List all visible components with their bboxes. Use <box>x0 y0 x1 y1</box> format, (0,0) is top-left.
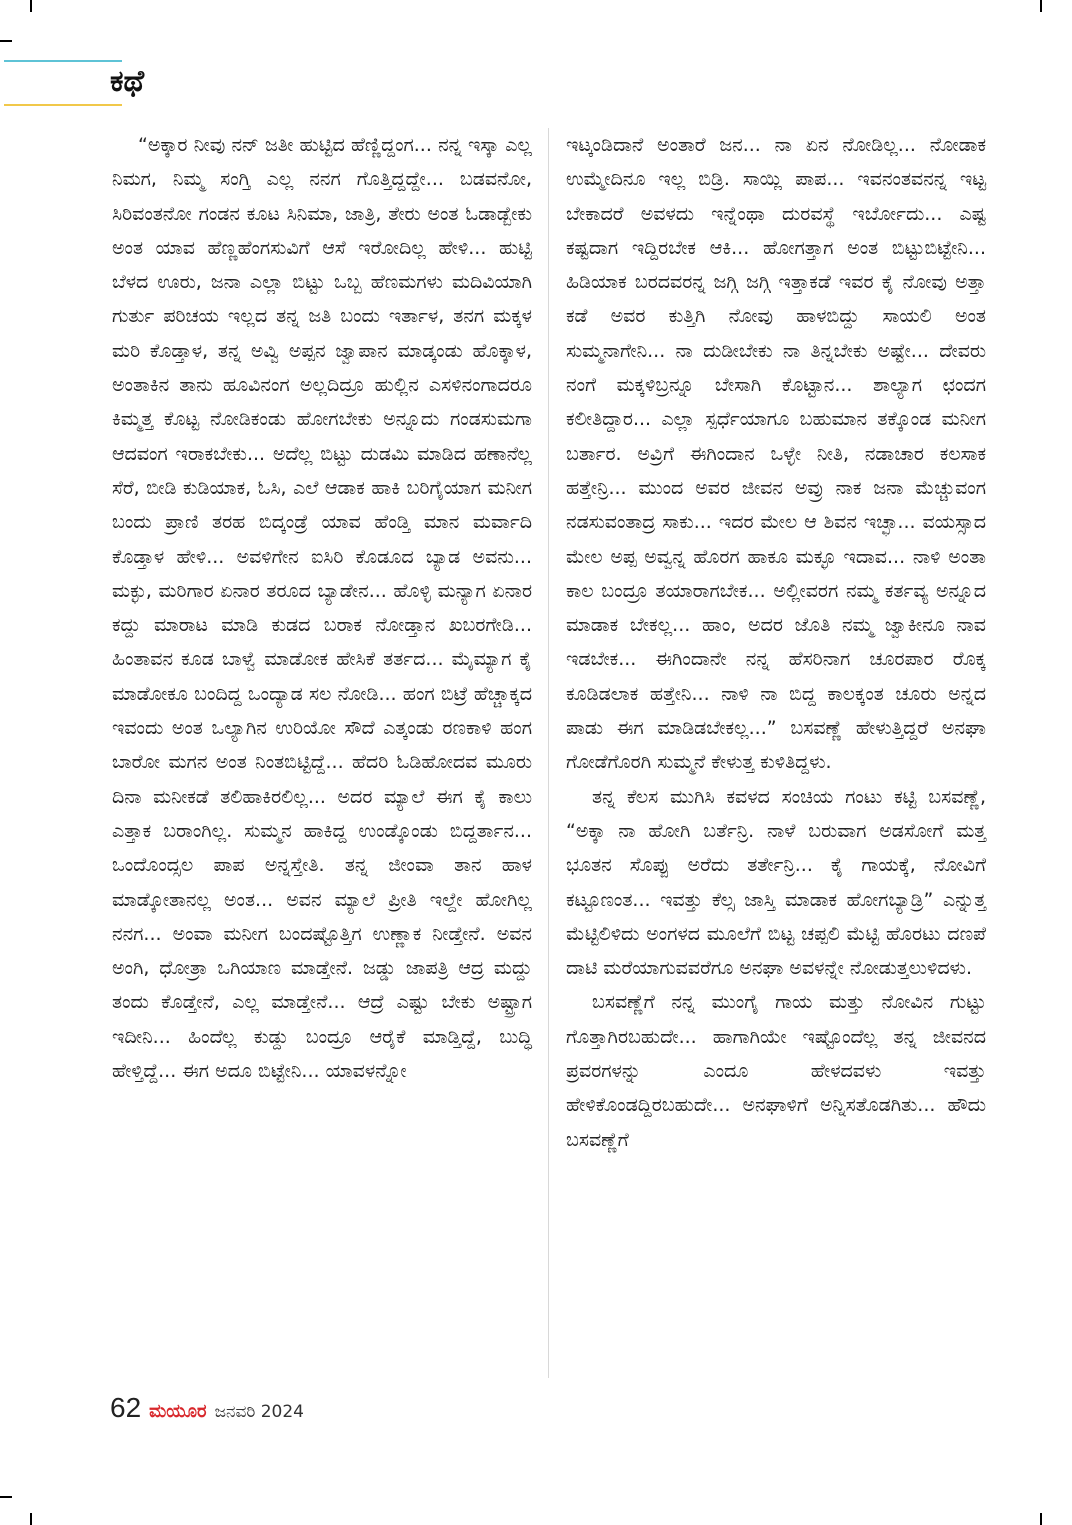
paragraph: ಬಸವಣ್ಣೆಗೆ ನನ್ನ ಮುಂಗೈ ಗಾಯ ಮತ್ತು ನೋವಿನ ಗುಟ್ಟು ಗೊತ್ತಾಗಿರಬಹುದೇ... ಹಾಗಾಗಿಯೇ ಇಷ್ಟೊಂದೆಲ್ಲ ತನ್ನ ಜೀವನದ ಪ್ರವರಗಳನ್ನು ಎಂದೂ ಹೇಳದವಳು ಇವತ್ತು ಹೇಳಿಕೊಂಡದ್ದಿರಬಹುದೇ... ಅನಘಾಳಿಗೆ ಅನ್ನಿಸತೊಡಗಿತು... ಹೌದು ಬಸವಣ್ಣೆಗೆ <box>566 991 986 1151</box>
header-accent-line-top <box>4 60 122 62</box>
paragraph: ತನ್ನ ಕೆಲಸ ಮುಗಿಸಿ ಕವಳದ ಸಂಚಿಯ ಗಂಟು ಕಟ್ಟಿ ಬಸವಣ್ಣೆ, “ಅಕ್ಕಾ ನಾ ಹೋಗಿ ಬರ್ತೆನ್ರಿ. ನಾಳೆ ಬರುವಾಗ ಅಡಸೋಗೆ ಮತ್ತ ಭೂತನ ಸೊಪ್ಪು ಅರೆದು ತರ್ತೇನ್ರಿ... ಕೈ ಗಾಯಕ್ಕೆ, ನೋವಿಗೆ ಕಟ್ಟೂಣಂತ... ಇವತ್ತು ಕೆಲ್ಸ ಜಾಸ್ತಿ ಮಾಡಾಕ ಹೋಗಬ್ಯಾಡ್ರಿ” ಎನ್ನುತ್ತ ಮೆಟ್ಟಿಲಿಳಿದು ಅಂಗಳದ ಮೂಲೆಗೆ ಬಿಟ್ಟ ಚಪ್ಪಲಿ ಮೆಟ್ಟಿ ಹೊರಟು ದಣಪೆ ದಾಟಿ ಮರೆಯಾಗುವವರೆಗೂ ಅನಘಾ ಅವಳನ್ನೇ ನೋಡುತ್ತಲುಳಿದಳು. <box>566 785 986 980</box>
issue-date: ಜನವರಿ 2024 <box>214 1402 304 1422</box>
page-number: 62 <box>110 1392 142 1423</box>
text-column-right <box>566 128 986 1157</box>
section-title: ಕಥೆ <box>110 64 145 99</box>
paragraph: “ಅಕ್ಕಾರ ನೀವು ನನ್ ಜತೀ ಹುಟ್ಟಿದ ಹೆಣ್ಣಿದ್ದಂಗ... ನನ್ನ ಇಸ್ಕಾ ಎಲ್ಲ ನಿಮಗ, ನಿಮ್ಮ ಸಂಗ್ತಿ ಎಲ್ಲ ನನಗ ಗೊತ್ತಿದ್ದದ್ದೇ... ಬಡವನೋ, ಸಿರಿವಂತನೋ ಗಂಡನ ಕೂಟ ಸಿನಿಮಾ, ಜಾತ್ರಿ, ತೇರು ಅಂತ ಓಡಾಡ್ಬೇಕು ಅಂತ ಯಾವ ಹೆಣ್ಣಹೆಂಗಸುವಿಗೆ ಆಸೆ ಇರೋದಿಲ್ಲ ಹೇಳಿ... ಹುಟ್ಟಿ ಬೆಳದ ಊರು, ಜನಾ ಎಲ್ಲಾ ಬಿಟ್ಟು ಒಬ್ಬ ಹೆಣಮಗಳು ಮದಿವಿಯಾಗಿ ಗುರ್ತು ಪರಿಚಯ ಇಲ್ಲದ ತನ್ನ ಜತಿ ಬಂದು ಇರ್ತಾಳ, ತನಗ ಮಕ್ಕಳ ಮರಿ ಕೊಡ್ತಾಳ, ತನ್ನ ಅವ್ವಿ ಅಪ್ಪನ ಜ್ವಾಪಾನ ಮಾಡ್ಕಂಡು ಹೊಕ್ಕಾಳ, ಅಂತಾಕಿನ ತಾನು ಹೂವಿನಂಗ ಅಲ್ಲದಿದ್ರೂ ಹುಲ್ಲಿನ ಎಸಳಿನಂಗಾದರೂ ಕಿಮ್ಮತ್ತ ಕೊಟ್ಟ ನೋಡಿಕಂಡು ಹೋಗಬೇಕು ಅನ್ನೂದು ಗಂಡಸುಮಗಾ ಆದವಂಗ ಇರಾಕಬೇಕು... ಅದೆಲ್ಲ ಬಿಟ್ಟು ದುಡಮಿ ಮಾಡಿದ ಹಣಾನೆಲ್ಲ ಸೆರೆ, ಬೀಡಿ ಕುಡಿಯಾಕ, ಓಸಿ, ಎಲೆ ಆಡಾಕ ಹಾಕಿ ಬರಿಗೈಯಾಗ ಮನೀಗ ಬಂದು ಪ್ರಾಣಿ ತರಹ ಬಿದ್ಕಂಡ್ರೆ ಯಾವ ಹೆಂಡ್ತಿ ಮಾನ ಮರ್ವಾದಿ ಕೊಡ್ತಾಳ ಹೇಳಿ... ಅವಳಿಗೇನ ಐಸಿರಿ ಕೊಡೂದ ಬ್ಯಾಡ ಅವನು... ಮಕ್ಳು, ಮರಿಗಾರ ಏನಾರ ತರೂದ ಬ್ಯಾಡೇನ... ಹೊಳ್ಳಿ ಮನ್ಯಾಗ ಏನಾರ ಕದ್ದು ಮಾರಾಟ ಮಾಡಿ ಕುಡದ ಬರಾಕ ನೋಡ್ತಾನ ಖಬರಗೇಡಿ... ಹಿಂತಾವನ ಕೂಡ ಬಾಳ್ವೆ ಮಾಡೋಕ ಹೇಸಿಕೆ ತರ್ತದ... ಮೈಮ್ಯಾಗ ಕೈ ಮಾಡೋಕೂ ಬಂದಿದ್ದ ಒಂದ್ಯಾಡ ಸಲ ನೋಡಿ... ಹಂಗ ಬಿಟ್ರೆ ಹೆಚ್ಚಾಕ್ಕದ ಇವಂದು ಅಂತ ಒಲ್ಯಾಗಿನ ಉರಿಯೋ ಸೌದೆ ಎತ್ಕಂಡು ರಣಕಾಳಿ ಹಂಗ ಬಾರೋ ಮಗನ ಅಂತ ನಿಂತಬಿಟ್ಟಿದ್ದೆ... ಹೆದರಿ ಓಡಿಹೋದವ ಮೂರು ದಿನಾ ಮನೀಕಡೆ ತಲಿಹಾಕಿರಲಿಲ್ಲ... ಅದರ ಮ್ಯಾಲೆ ಈಗ ಕೈ ಕಾಲು ಎತ್ತಾಕ ಬರಾಂಗಿಲ್ಲ. ಸುಮ್ಮನ ಹಾಕಿದ್ದ ಉಂಡ್ಕೊಂಡು ಬಿದ್ದರ್ತಾನ... ಒಂದೊಂದ್ಸಲ ಪಾಪ ಅನ್ನಸ್ತೇತಿ. ತನ್ನ ಜೀಂವಾ ತಾನ ಹಾಳ ಮಾಡ್ಕೋತಾನಲ್ಲ ಅಂತ... ಅವನ ಮ್ಯಾಲೆ ಪ್ರೀತಿ ಇಲ್ದೇ ಹೋಗಿಲ್ಲ ನನಗ... ಅಂವಾ ಮನೀಗ ಬಂದಷ್ಟೊತ್ತಿಗ ಉಣ್ಣಾಕ ನೀಡ್ತೇನೆ. ಅವನ ಅಂಗಿ, ಧೋತ್ರಾ ಒಗಿಯಾಣ ಮಾಡ್ತೇನೆ. ಜಡ್ಡು ಜಾಪತ್ರಿ ಆದ್ರ ಮದ್ದು ತಂದು ಕೊಡ್ತೇನೆ, ಎಲ್ಲ ಮಾಡ್ತೇನೆ... ಆದ್ರೆ ಎಷ್ಟು ಬೇಕು ಅಷ್ಟ್ರಾಗ ಇದೀನಿ... ಹಿಂದೆಲ್ಲ ಕುಡ್ದು ಬಂದ್ರೂ ಆರೈಕೆ ಮಾಡ್ತಿದ್ದೆ, ಬುದ್ಧಿ ಹೇಳ್ತಿದ್ದೆ... ಈಗ ಅದೂ ಬಿಟ್ಟೇನಿ... ಯಾವಳನ್ನೋ <box>112 134 532 1083</box>
crop-mark <box>30 1513 32 1525</box>
page-footer <box>110 1392 304 1432</box>
text-column-left <box>112 128 532 1088</box>
paragraph: ಇಟ್ಕಂಡಿದಾನೆ ಅಂತಾರೆ ಜನ... ನಾ ಏನ ನೋಡಿಲ್ಲ... ನೋಡಾಕ ಉಮ್ಮೇದಿನೂ ಇಲ್ಲ ಬಿಡ್ರಿ. ಸಾಯ್ಲಿ ಪಾಪ... ಇವನಂತವನನ್ನ ಇಟ್ಟ ಬೇಕಾದರೆ ಅವಳದು ಇನ್ನೆಂಥಾ ದುರವಸ್ಥೆ ಇರ್ಬೋದು... ಎಷ್ಟ ಕಷ್ಟದಾಗ ಇದ್ದಿರಬೇಕ ಆಕಿ... ಹೋಗತ್ತಾಗ ಅಂತ ಬಿಟ್ಟುಬಿಟ್ಟೇನಿ... ಹಿಡಿಯಾಕ ಬರದವರನ್ನ ಜಗ್ಗಿ ಜಗ್ಗಿ ಇತ್ತಾಕಡೆ ಇವರ ಕೈ ನೋವು ಅತ್ತಾ ಕಡೆ ಅವರ ಕುತ್ತಿಗಿ ನೋವು ಹಾಳಬಿದ್ದು ಸಾಯಲಿ ಅಂತ ಸುಮ್ಮನಾಗೇನಿ... ನಾ ದುಡೀಬೇಕು ನಾ ತಿನ್ನಬೇಕು ಅಷ್ಟೇ... ದೇವರು ನಂಗೆ ಮಕ್ಕಳಿಬ್ರನ್ನೂ ಬೇಸಾಗಿ ಕೊಟ್ಟಾನ... ಶಾಲ್ಯಾಗ ಛಂದಗ ಕಲೀತಿದ್ದಾರ... ಎಲ್ಲಾ ಸ್ಪರ್ಧೆಯಾಗೂ ಬಹುಮಾನ ತಕ್ಕೊಂಡ ಮನೀಗ ಬರ್ತಾರ. ಅವ್ರಿಗೆ ಈಗಿಂದಾನ ಒಳ್ಳೇ ನೀತಿ, ನಡಾಚಾರ ಕಲಸಾಕ ಹತ್ತೇನ್ರಿ... ಮುಂದ ಅವರ ಜೀವನ ಅವ್ರು ನಾಕ ಜನಾ ಮೆಚ್ಚುವಂಗ ನಡಸುವಂತಾದ್ರ ಸಾಕು... ಇದರ ಮೇಲ ಆ ಶಿವನ ಇಚ್ಛಾ... ವಯಸ್ಸಾದ ಮೇಲ ಅಪ್ಪ ಅವ್ವನ್ನ ಹೊರಗ ಹಾಕೂ ಮಕ್ಳೂ ಇದಾವ... ನಾಳಿ ಅಂತಾ ಕಾಲ ಬಂದ್ರೂ ತಯಾರಾಗಬೇಕ... ಅಲ್ಲೀವರಗ ನಮ್ಮ ಕರ್ತವ್ಯ ಅನ್ನೂದ ಮಾಡಾಕ ಬೇಕಲ್ಲ... ಹಾಂ, ಅದರ ಜೊತಿ ನಮ್ಮ ಜ್ವಾಕೀನೂ ನಾವ ಇಡಬೇಕ... ಈಗಿಂದಾನೇ ನನ್ನ ಹೆಸರಿನಾಗ ಚೂರಪಾರ ರೊಕ್ಕ ಕೂಡಿಡಲಾಕ ಹತ್ತೇನಿ... ನಾಳಿ ನಾ ಬಿದ್ದ ಕಾಲಕ್ಕಂತ ಚೂರು ಅನ್ನದ ಪಾಡು ಈಗ ಮಾಡಿಡಬೇಕಲ್ಲ...” ಬಸವಣ್ಣೆ ಹೇಳುತ್ತಿದ್ದರೆ ಅನಘಾ ಗೋಡೆಗೊರಗಿ ಸುಮ್ಮನೆ ಕೇಳುತ್ತ ಕುಳಿತಿದ್ದಳು. <box>566 134 986 774</box>
crop-mark <box>0 40 12 42</box>
crop-mark <box>0 1496 12 1498</box>
header-accent-line-bottom <box>4 104 122 106</box>
column-divider <box>548 128 549 1378</box>
crop-mark <box>30 0 32 12</box>
crop-mark <box>1040 0 1042 12</box>
magazine-name: ಮಯೂರ <box>149 1401 207 1422</box>
crop-mark <box>1040 1513 1042 1525</box>
